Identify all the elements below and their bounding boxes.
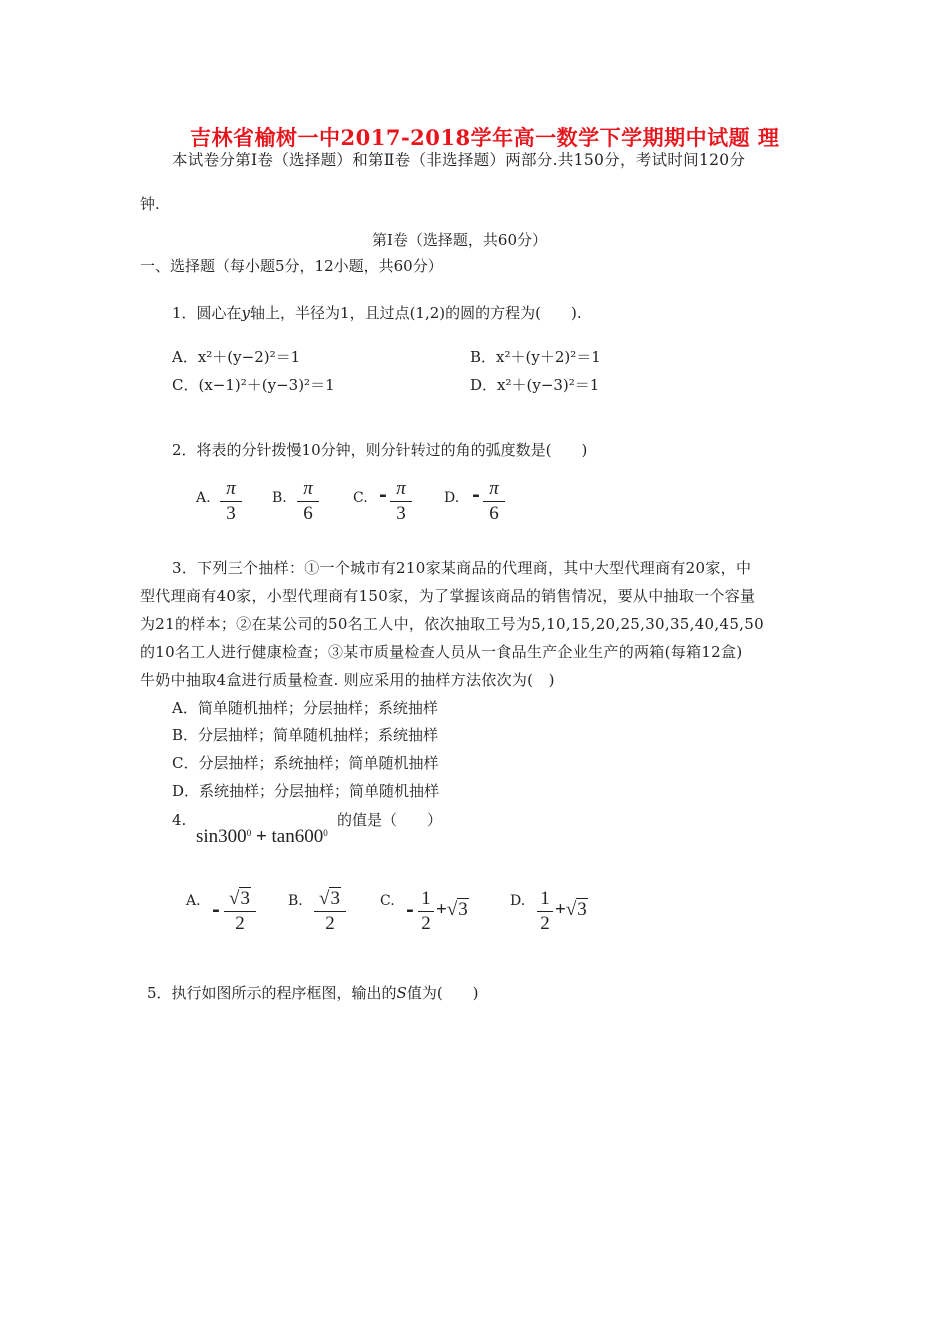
- q1-var: y: [241, 304, 251, 322]
- q2-c-minus: -: [379, 484, 387, 506]
- q4-b-den: 2: [325, 913, 335, 934]
- q2-label-a: A.: [196, 490, 211, 506]
- q4-expression: [196, 826, 328, 848]
- q4-tan: tan600: [271, 826, 324, 847]
- q4-label-b: B.: [288, 893, 303, 909]
- q5-var: S: [396, 984, 407, 1002]
- q3-line-4: 的10名工人进行健康检查；③某市质量检查人员从一食品生产企业生产的两箱(每箱12盒): [140, 643, 743, 661]
- q2-c-den: 3: [396, 503, 406, 524]
- q3-line-1: 3．下列三个抽样：①一个城市有210家某商品的代理商，其中大型代理商有20家，中: [172, 559, 752, 577]
- q4-option-a-fraction: [224, 888, 256, 935]
- document-title: 吉林省榆树一中2017-2018学年高一数学下学期期中试题 理: [190, 125, 780, 150]
- q1-text-after: 轴上，半径为1，且过点(1,2)的圆的方程为( ).: [250, 304, 582, 322]
- q4-tail: 的值是（ ）: [337, 811, 443, 829]
- q2-b-num: π: [303, 478, 313, 499]
- q2-b-den: 6: [303, 503, 313, 524]
- q3-line-2: 型代理商有40家，小型代理商有150家，为了掌握该商品的销售情况，要从中抽取一个容量: [140, 587, 756, 605]
- q4-a-den: 2: [235, 913, 245, 934]
- q4-c-root: √: [446, 899, 458, 920]
- q4-b-root: √: [319, 888, 330, 909]
- q2-c-num: π: [396, 478, 406, 499]
- q4-d-radicand: 3: [577, 899, 587, 920]
- q2-option-d-fraction: [483, 478, 505, 525]
- q1-text-before: 1．圆心在: [172, 304, 242, 322]
- q2-d-num: π: [489, 478, 499, 499]
- intro-line-2: 钟.: [140, 195, 160, 213]
- q4-d-den: 2: [540, 913, 550, 934]
- q3-option-c: C．分层抽样；系统抽样；简单随机抽样: [172, 754, 439, 772]
- q3-line-3: 为21的样本；②在某公司的50名工人中，依次抽取工号为5,10,15,20,25,30,35,40,45,50: [140, 615, 764, 633]
- q1-option-c: C．(x−1)²＋(y−3)²＝1: [172, 376, 335, 394]
- q3-option-d: D．系统抽样；分层抽样；简单随机抽样: [172, 782, 440, 800]
- section1-heading: 一、选择题（每小题5分，12小题，共60分）: [140, 257, 443, 275]
- q4-c-minus: -: [406, 899, 414, 921]
- q4-c-num: 1: [421, 888, 431, 909]
- q4-option-c-fraction: [418, 888, 434, 935]
- q2-a-num: π: [226, 478, 236, 499]
- q4-deg-1: 0: [246, 828, 252, 838]
- q4-a-root: √: [229, 888, 240, 909]
- q4-option-d-fraction: [537, 888, 553, 935]
- q1-option-a: A．x²＋(y−2)²＝1: [172, 348, 301, 366]
- q2-label-b: B.: [272, 490, 287, 506]
- q3-option-a: A．简单随机抽样；分层抽样；系统抽样: [172, 699, 438, 717]
- q4-deg-2: 0: [323, 828, 328, 838]
- q2-a-den: 3: [226, 503, 236, 524]
- q2-d-den: 6: [489, 503, 499, 524]
- q4-a-radicand: 3: [240, 888, 250, 909]
- q4-b-num: [314, 888, 346, 910]
- q1-option-d: D．x²＋(y−3)²＝1: [470, 376, 600, 394]
- q4-c-den: 2: [421, 913, 431, 934]
- q1-stem: [172, 303, 582, 323]
- q2-label-c: C.: [353, 490, 368, 506]
- q2-option-a-fraction: [220, 478, 242, 525]
- q4-d-root: √: [565, 899, 577, 920]
- q4-d-num: 1: [540, 888, 550, 909]
- q1-option-b: B．x²＋(y＋2)²＝1: [470, 348, 601, 366]
- q4-plus: +: [255, 826, 267, 847]
- q2-d-minus: -: [472, 484, 480, 506]
- q2-label-d: D.: [444, 490, 460, 506]
- part1-heading: 第Ⅰ卷（选择题，共60分）: [372, 231, 548, 249]
- q4-label-c: C.: [380, 893, 395, 909]
- intro-line-1: 本试卷分第Ⅰ卷（选择题）和第Ⅱ卷（非选择题）两部分.共150分，考试时间120分: [172, 151, 746, 169]
- q3-option-b: B．分层抽样；简单随机抽样；系统抽样: [172, 726, 439, 744]
- q4-b-radicand: 3: [330, 888, 340, 909]
- q4-option-b-fraction: [314, 888, 346, 935]
- q4-label-a: A.: [186, 893, 201, 909]
- q4-d-tail: [555, 899, 588, 921]
- q5-text-after: 值为( ): [406, 984, 479, 1002]
- q4-c-plus: +: [436, 899, 447, 920]
- q4-a-minus: -: [212, 899, 220, 921]
- q4-number: 4.: [172, 811, 187, 829]
- q4-c-radicand: 3: [458, 899, 468, 920]
- q3-line-5: 牛奶中抽取4盒进行质量检查. 则应采用的抽样方法依次为( ): [140, 671, 555, 689]
- q4-c-tail: [436, 899, 469, 921]
- q4-label-d: D.: [510, 893, 526, 909]
- q4-d-plus: +: [555, 899, 566, 920]
- q2-stem: 2．将表的分针拨慢10分钟，则分针转过的角的弧度数是( ): [172, 441, 588, 459]
- q2-option-c-fraction: [390, 478, 412, 525]
- q4-a-num: [224, 888, 256, 910]
- q5-stem: [147, 983, 479, 1003]
- q5-text-before: 5．执行如图所示的程序框图，输出的: [147, 984, 397, 1002]
- q2-option-b-fraction: [297, 478, 319, 525]
- q4-sin: sin300: [196, 826, 247, 847]
